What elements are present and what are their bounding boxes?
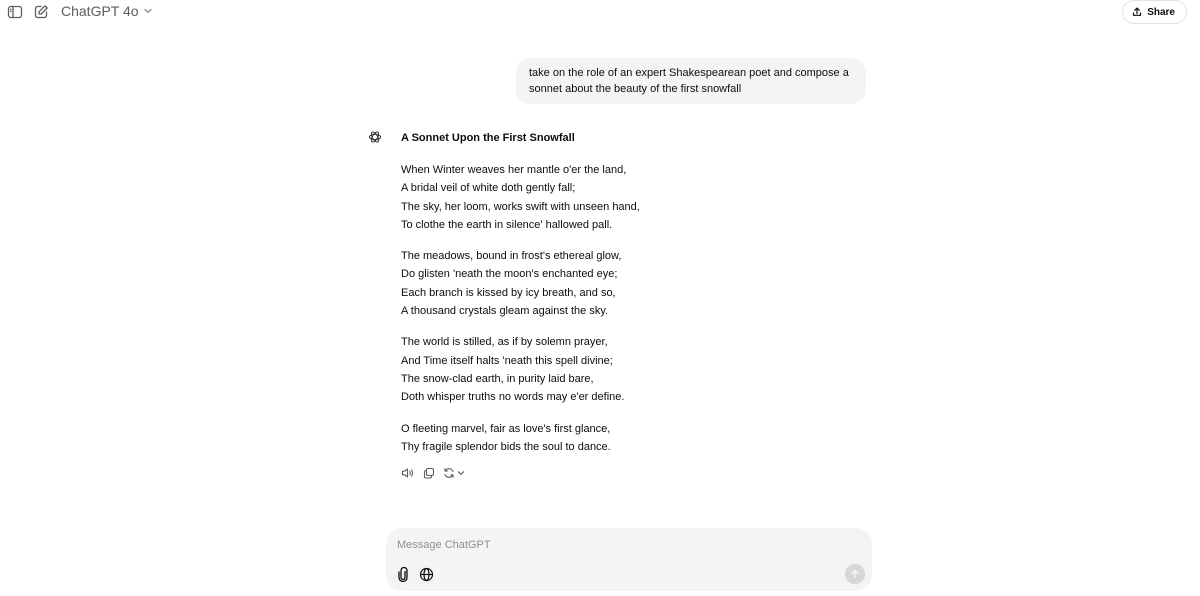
copy-icon — [423, 467, 435, 479]
stanza — [401, 247, 861, 320]
regenerate-button[interactable] — [443, 466, 465, 480]
poem-line: To clothe the earth in silence' hallowed pall. — [401, 218, 613, 231]
share-label: Share — [1147, 6, 1175, 18]
stanza — [401, 420, 861, 457]
globe-icon — [419, 567, 434, 582]
speaker-icon — [401, 467, 415, 479]
model-selector[interactable] — [61, 3, 153, 19]
poem-line: The world is stilled, as if by solemn prayer, — [401, 336, 608, 349]
poem-line: The sky, her loom, works swift with unseen hand, — [401, 200, 640, 213]
share-button[interactable] — [1122, 0, 1187, 24]
edit-icon — [33, 4, 49, 20]
poem-line: The snow-clad earth, in purity laid bare, — [401, 372, 594, 385]
sidebar-toggle-button[interactable] — [4, 1, 26, 23]
stanza — [401, 161, 861, 234]
model-name: ChatGPT 4o — [61, 3, 139, 19]
paperclip-icon — [397, 567, 409, 582]
poem-line: O fleeting marvel, fair as love's first glance, — [401, 422, 611, 435]
poem-line: And Time itself halts 'neath this spell divine; — [401, 354, 613, 367]
copy-button[interactable] — [423, 466, 435, 480]
poem-line: The meadows, bound in frost's ethereal glow, — [401, 250, 622, 263]
chevron-down-icon — [143, 6, 153, 16]
read-aloud-button[interactable] — [401, 466, 415, 480]
poem-line: Each branch is kissed by icy breath, and so, — [401, 286, 616, 299]
refresh-icon — [443, 467, 455, 479]
sidebar-toggle-icon — [7, 4, 23, 20]
arrow-up-icon — [850, 569, 860, 579]
stanza — [401, 333, 861, 406]
assistant-message — [401, 130, 861, 469]
poem-line: Thy fragile splendor bids the soul to dance. — [401, 440, 611, 453]
new-chat-button[interactable] — [30, 1, 52, 23]
message-actions — [401, 466, 465, 480]
web-search-button[interactable] — [418, 566, 434, 582]
openai-logo-icon — [368, 130, 382, 144]
poem-line: A thousand crystals gleam against the sky. — [401, 305, 609, 318]
attach-button[interactable] — [396, 566, 410, 582]
send-button[interactable] — [845, 564, 865, 584]
poem-line: When Winter weaves her mantle o'er the land, — [401, 164, 627, 176]
poem-line: A bridal veil of white doth gently fall; — [401, 182, 576, 195]
message-composer — [386, 528, 872, 591]
share-icon — [1132, 7, 1142, 17]
message-input[interactable] — [397, 539, 837, 551]
top-bar — [0, 0, 1200, 26]
poem-line: Doth whisper truths no words may e'er define. — [401, 391, 625, 404]
user-message: take on the role of an expert Shakespearean poet and compose a sonnet about the beauty of the first snowfall — [516, 58, 866, 104]
poem-line: Do glisten 'neath the moon's enchanted eye; — [401, 268, 618, 281]
chevron-down-icon — [457, 469, 465, 477]
poem-title: A Sonnet Upon the First Snowfall — [401, 132, 575, 144]
